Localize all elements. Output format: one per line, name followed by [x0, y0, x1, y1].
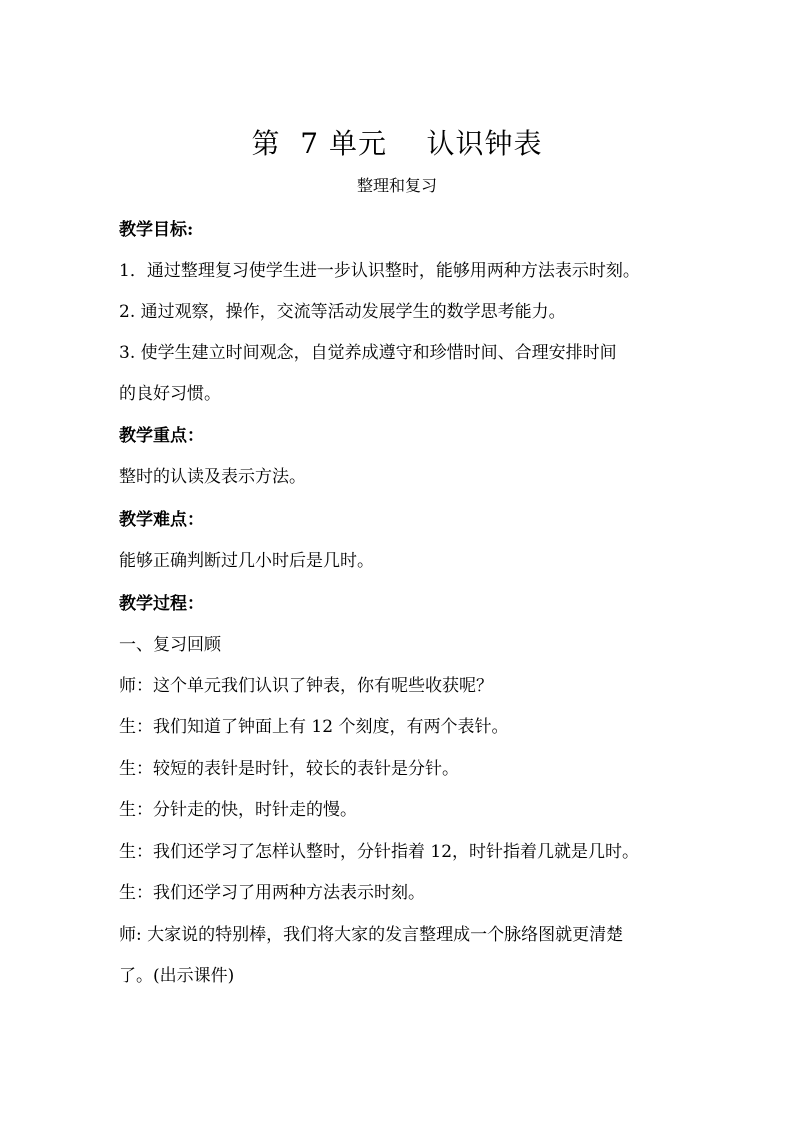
dialogue-line: 生：分针走的快，时针走的慢。	[119, 800, 357, 820]
section-heading-objectives: 教学目标:	[119, 220, 194, 240]
objective-line-continued: 的良好习惯。	[119, 384, 221, 404]
objective-line: 1．通过整理复习使学生进一步认识整时，能够用两种方法表示时刻。	[119, 261, 640, 281]
section-heading-process: 教学过程：	[119, 594, 204, 614]
process-step-heading: 一、复习回顾	[119, 635, 221, 655]
section-heading-difficulties: 教学难点：	[119, 510, 204, 530]
unit-title: 第 7 单元 认识钟表	[251, 127, 543, 160]
difficulty-text: 能够正确判断过几小时后是几时。	[119, 551, 374, 571]
objective-line: 2. 通过观察，操作，交流等活动发展学生的数学思考能力。	[119, 302, 566, 322]
objective-line: 3. 使学生建立时间观念，自觉养成遵守和珍惜时间、合理安排时间	[119, 343, 617, 363]
dialogue-line: 生：我们还学习了用两种方法表示时刻。	[119, 883, 425, 903]
dialogue-line: 师：这个单元我们认识了钟表，你有呢些收获呢？	[119, 676, 493, 696]
lesson-subtitle: 整理和复习	[356, 176, 437, 195]
dialogue-line: 师: 大家说的特别棒，我们将大家的发言整理成一个脉络图就更清楚	[119, 925, 624, 945]
section-heading-key-points: 教学重点：	[119, 426, 204, 446]
dialogue-line: 生：我们还学习了怎样认整时，分针指着 12，时针指着几就是几时。	[119, 842, 640, 862]
dialogue-line-continued: 了。(出示课件)	[119, 966, 235, 986]
key-point-text: 整时的认读及表示方法。	[119, 467, 306, 487]
dialogue-line: 生：我们知道了钟面上有 12 个刻度，有两个表针。	[119, 717, 509, 737]
dialogue-line: 生：较短的表针是时针，较长的表针是分针。	[119, 759, 459, 779]
